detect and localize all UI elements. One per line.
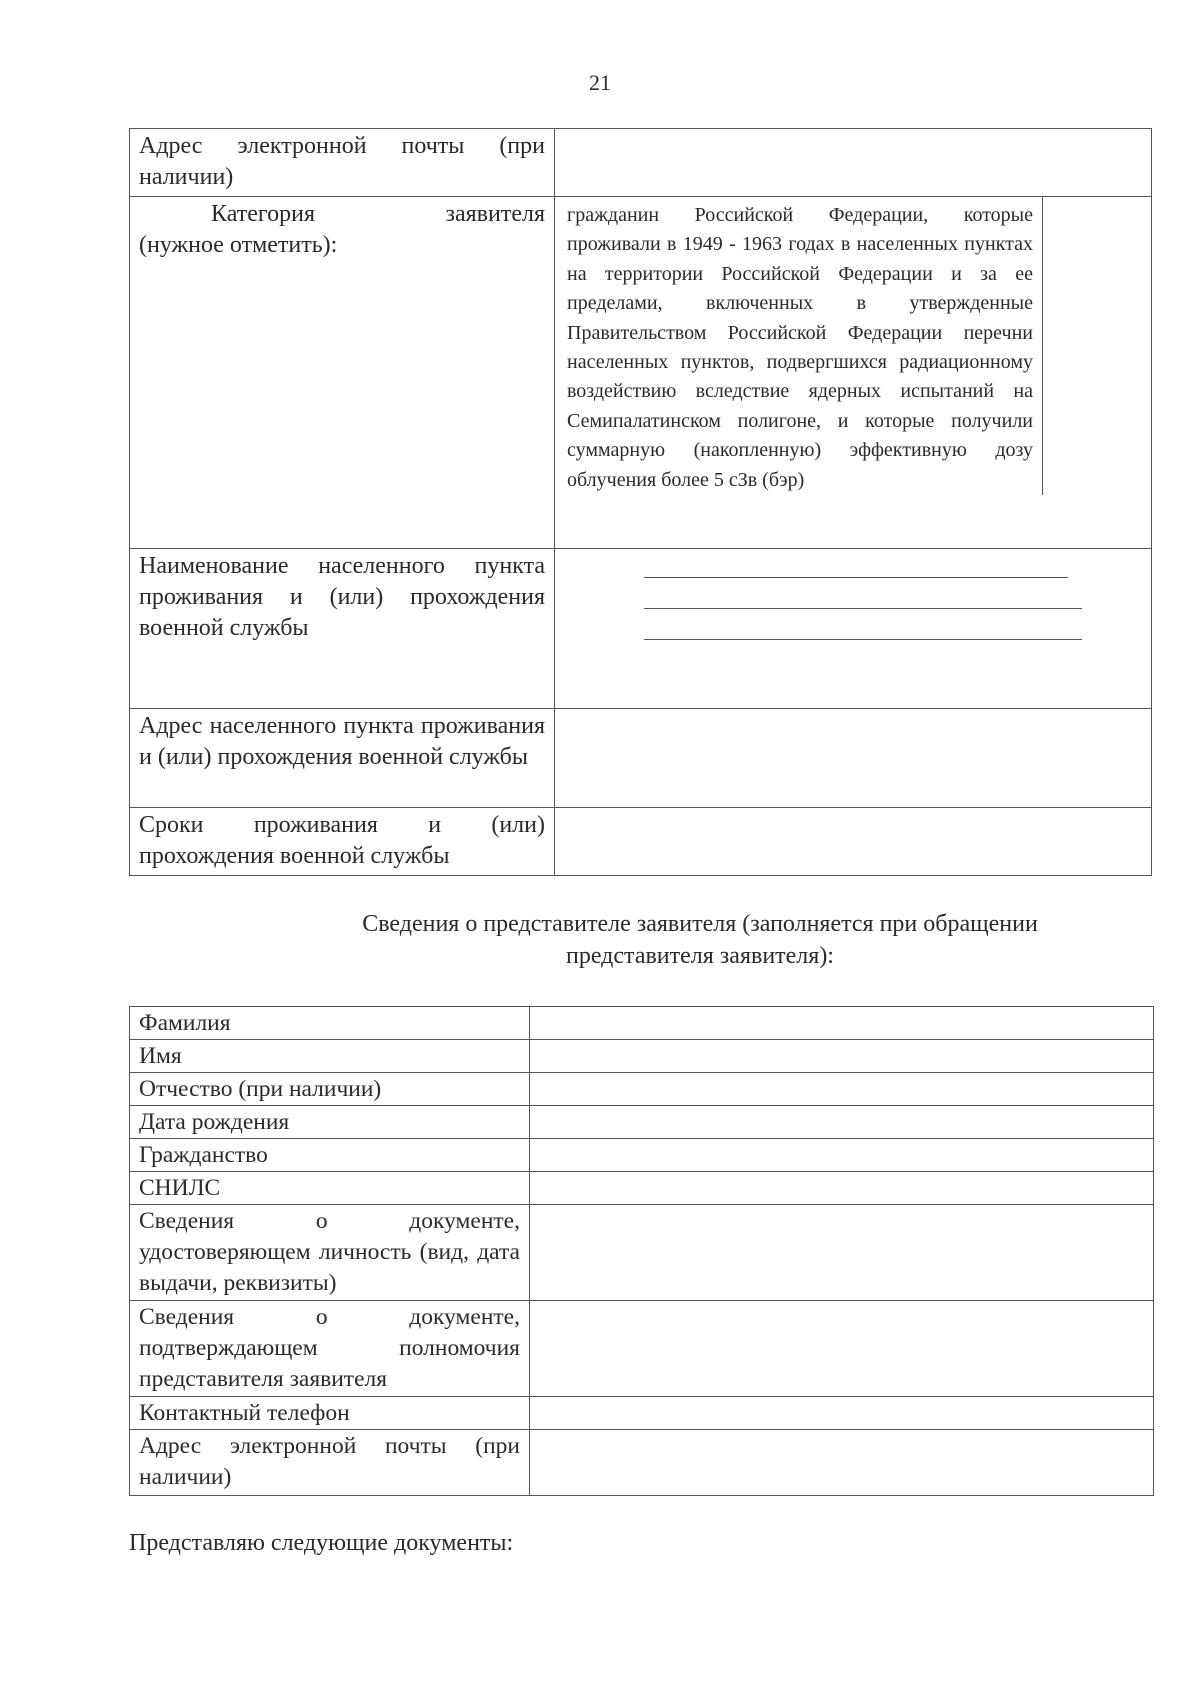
surname-field[interactable] <box>530 1007 1154 1040</box>
settlement-name-label: Наименование населенного пункта проживания и (или) прохождения военной службы <box>130 549 555 709</box>
category-label-rest: (нужное отметить): <box>139 232 338 258</box>
table-row <box>130 1172 1154 1205</box>
period-label: Сроки проживания и (или) прохождения военной службы <box>130 808 555 876</box>
birth-date-field[interactable] <box>530 1106 1154 1139</box>
table-row <box>130 1040 1154 1073</box>
table-row <box>130 1397 1154 1430</box>
category-label-word2: заявителя <box>445 201 545 227</box>
name-field[interactable] <box>530 1040 1154 1073</box>
category-label-word1: Категория <box>211 201 315 227</box>
citizenship-field[interactable] <box>530 1139 1154 1172</box>
table-row <box>130 709 1152 808</box>
representative-email-label: Адрес электронной почты (при наличии) <box>130 1430 530 1496</box>
patronymic-label: Отчество (при наличии) <box>130 1073 530 1106</box>
table-row <box>130 1073 1154 1106</box>
blank-line <box>644 639 1082 640</box>
authority-document-field[interactable] <box>530 1301 1154 1397</box>
table-row <box>130 808 1152 876</box>
table-row <box>130 549 1152 709</box>
period-field[interactable] <box>555 808 1152 876</box>
settlement-address-label: Адрес населенного пункта проживания и (или) прохождения военной службы <box>130 709 555 808</box>
table-row <box>130 1301 1154 1397</box>
category-options-cell <box>555 197 1152 549</box>
name-label: Имя <box>130 1040 530 1073</box>
table-row <box>130 1007 1154 1040</box>
snils-field[interactable] <box>530 1172 1154 1205</box>
representative-email-field[interactable] <box>530 1430 1154 1496</box>
settlement-address-field[interactable] <box>555 709 1152 808</box>
table-row <box>130 1430 1154 1496</box>
identity-document-field[interactable] <box>530 1205 1154 1301</box>
category-checkbox-cell[interactable] <box>1043 197 1151 495</box>
authority-document-label: Сведения о документе, подтверждающем полномочия представителя заявителя <box>130 1301 530 1397</box>
citizenship-label: Гражданство <box>130 1139 530 1172</box>
documents-intro: Представляю следующие документы: <box>129 1530 514 1556</box>
email-value-field[interactable] <box>555 129 1152 197</box>
identity-document-label: Сведения о документе, удостоверяющем личность (вид, дата выдачи, реквизиты) <box>130 1205 530 1301</box>
phone-label: Контактный телефон <box>130 1397 530 1430</box>
birth-date-label: Дата рождения <box>130 1106 530 1139</box>
page-number: 21 <box>589 70 611 95</box>
email-label: Адрес электронной почты (при наличии) <box>130 129 555 197</box>
snils-label: СНИЛС <box>130 1172 530 1205</box>
table-row <box>130 129 1152 197</box>
category-option-text: гражданин Российской Федерации, которые проживали в 1949 - 1963 годах в населенных пунктах на территории Российской Федерации и за ее пределами, включенных в утвержденные Правительством Российской Федерации перечни населенных пунктов, подвергшихся радиационному воздействию вследствие ядерных испытаний на Семипалатинском полигоне, и которые получили суммарную (накопленную) эффективную дозу облучения более 5 сЗв (бэр) <box>555 197 1043 495</box>
table-row <box>130 1139 1154 1172</box>
table-row <box>130 1205 1154 1301</box>
category-label-cell <box>130 197 555 549</box>
table-row <box>130 1106 1154 1139</box>
representative-section-heading: Сведения о представителе заявителя (заполняется при обращении представителя заявителя): <box>362 911 1038 969</box>
surname-label: Фамилия <box>130 1007 530 1040</box>
applicant-table <box>129 128 1152 876</box>
representative-table <box>129 1006 1154 1496</box>
settlement-name-field[interactable] <box>555 549 1152 709</box>
table-row <box>130 197 1152 549</box>
phone-field[interactable] <box>530 1397 1154 1430</box>
patronymic-field[interactable] <box>530 1073 1154 1106</box>
